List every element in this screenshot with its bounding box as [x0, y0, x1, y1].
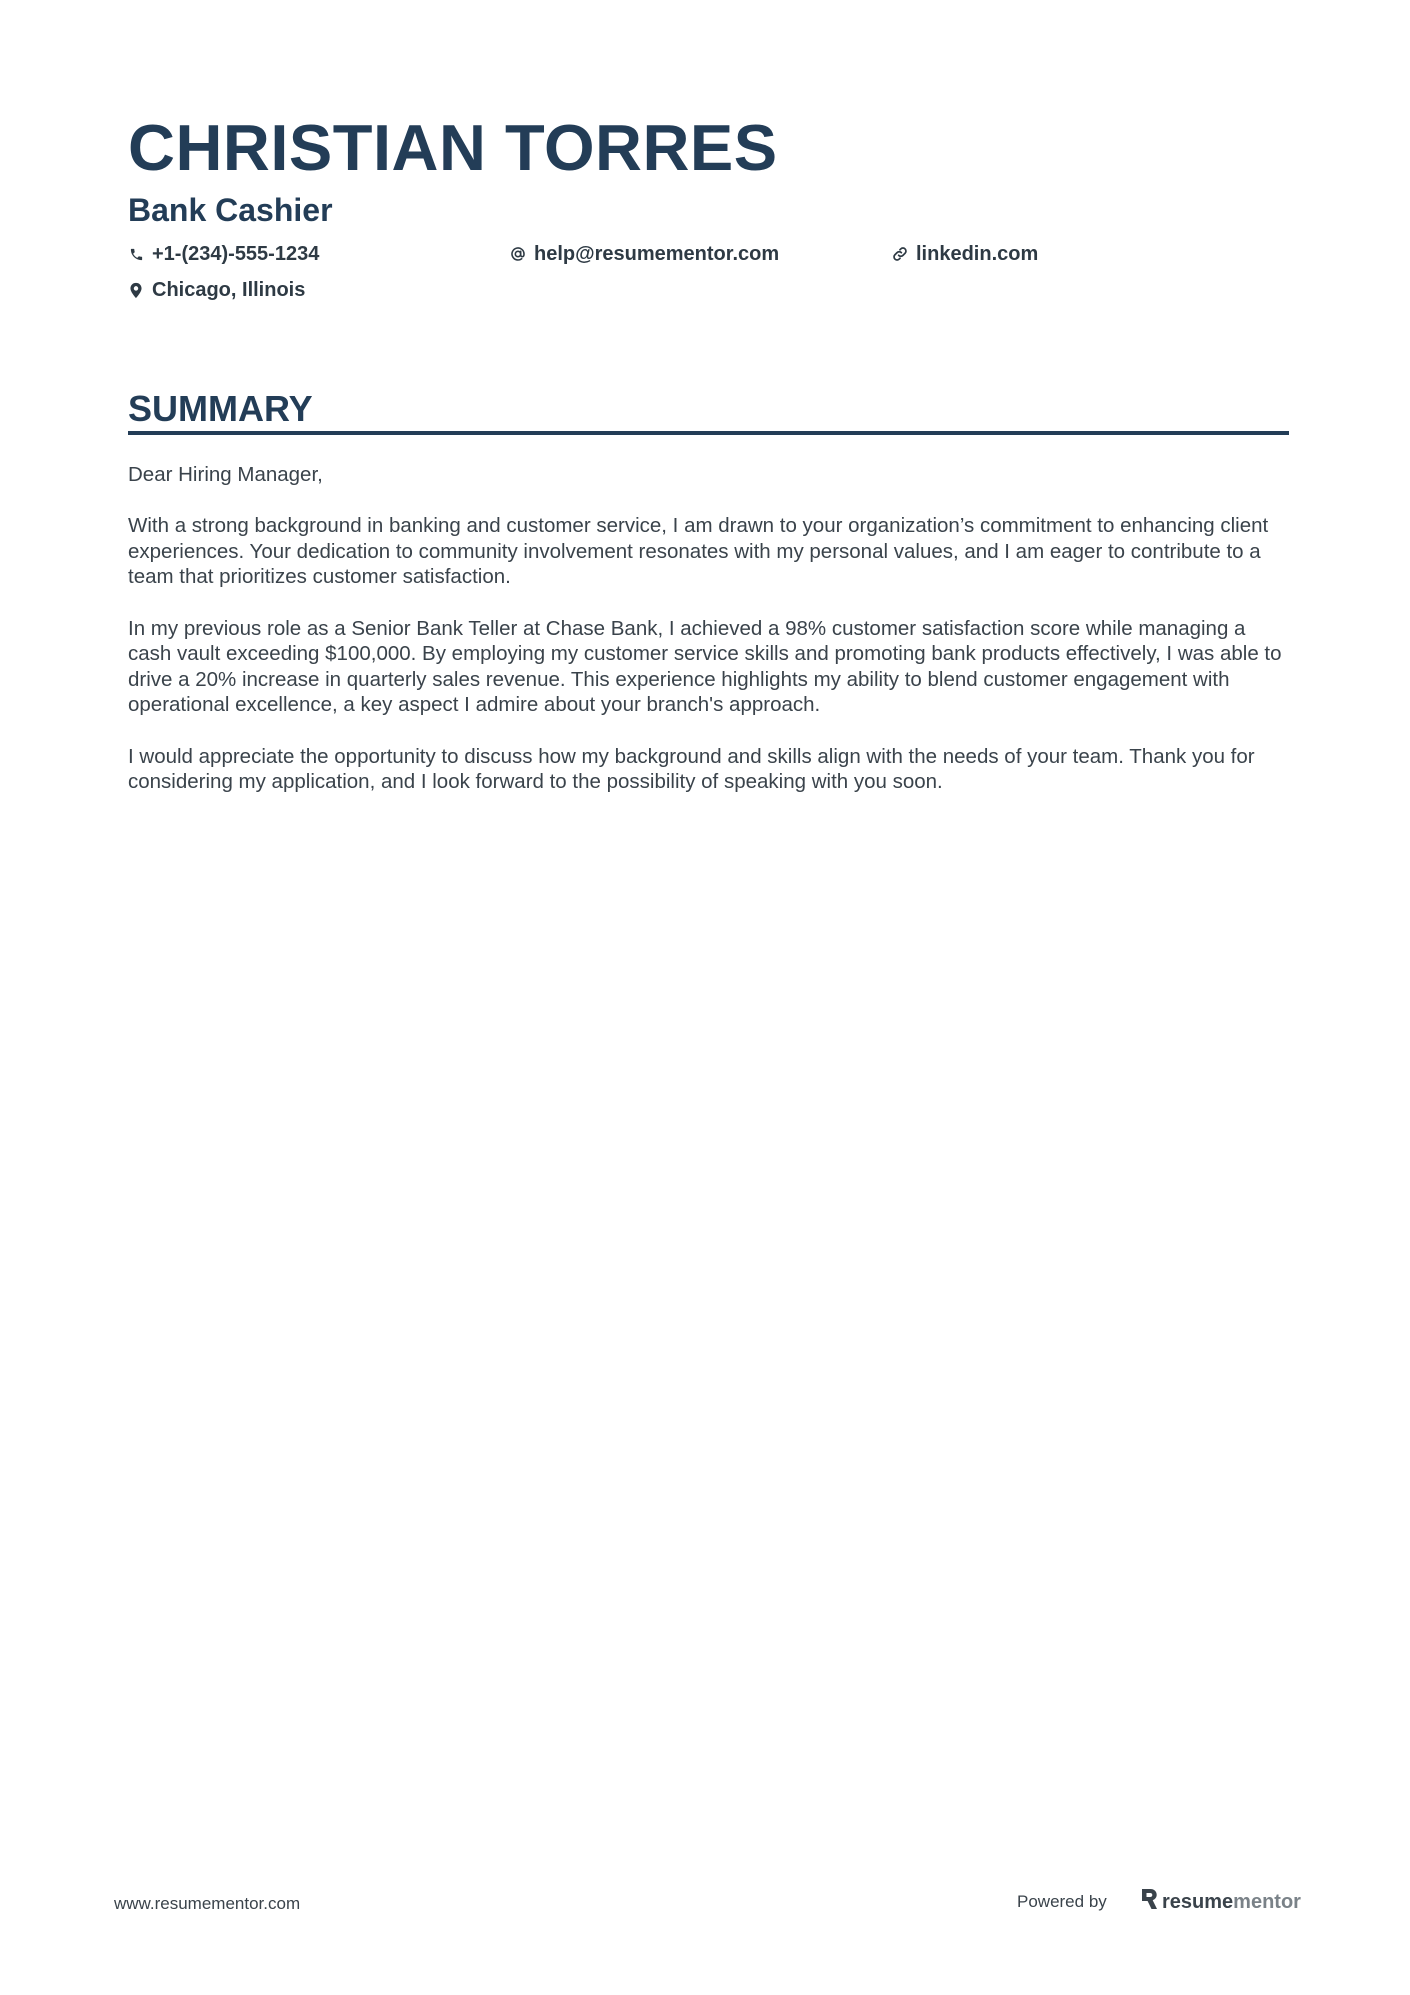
brand-logo [1140, 1888, 1301, 1915]
contact-location [128, 277, 305, 303]
section-divider [128, 431, 1289, 435]
salutation: Dear Hiring Manager, [128, 463, 323, 486]
phone-icon [128, 245, 144, 263]
footer-url: www.resumementor.com [114, 1894, 301, 1913]
resumementor-logo-icon [1140, 1888, 1158, 1915]
candidate-name: CHRISTIAN TORRES [128, 111, 778, 184]
at-icon [510, 245, 526, 263]
link-icon [892, 245, 908, 263]
phone-text: +1-(234)-555-1234 [152, 243, 320, 265]
summary-heading: SUMMARY [128, 388, 313, 429]
location-text: Chicago, Illinois [152, 279, 306, 301]
contact-phone [128, 241, 319, 267]
body-paragraph: In my previous role as a Senior Bank Teller at Chase Bank, I achieved a 98% customer satisfaction score while managing a cash vault exceeding $100,000. By employing my customer service skills and promoting bank products effectively, I was able to drive a 20% increase in quarterly sales revenue. This experience highlights my ability to blend customer engagement with operational excellence, a key aspect I admire about your branch's approach. [128, 616, 1282, 717]
contact-website [892, 241, 1038, 267]
powered-by-label: Powered by [1017, 1892, 1107, 1911]
map-pin-icon [128, 281, 144, 299]
website-text: linkedin.com [916, 243, 1039, 265]
job-title: Bank Cashier [128, 192, 333, 228]
contact-email [510, 241, 779, 267]
letter-body [128, 462, 1293, 820]
brand-name-part2: mentor [1233, 1890, 1301, 1913]
body-paragraph: I would appreciate the opportunity to discuss how my background and skills align with the needs of your team. Thank you for considering my application, and I look forward to the possibility of speaking with you soon. [128, 744, 1255, 794]
body-paragraph: With a strong background in banking and customer service, I am drawn to your organization’s commitment to enhancing client experiences. Your dedication to community involvement resonates with my personal values, and I am eager to contribute to a team that prioritizes customer satisfaction. [128, 514, 1269, 589]
email-text: help@resumementor.com [534, 243, 780, 265]
brand-name-part1: resume [1162, 1890, 1234, 1913]
